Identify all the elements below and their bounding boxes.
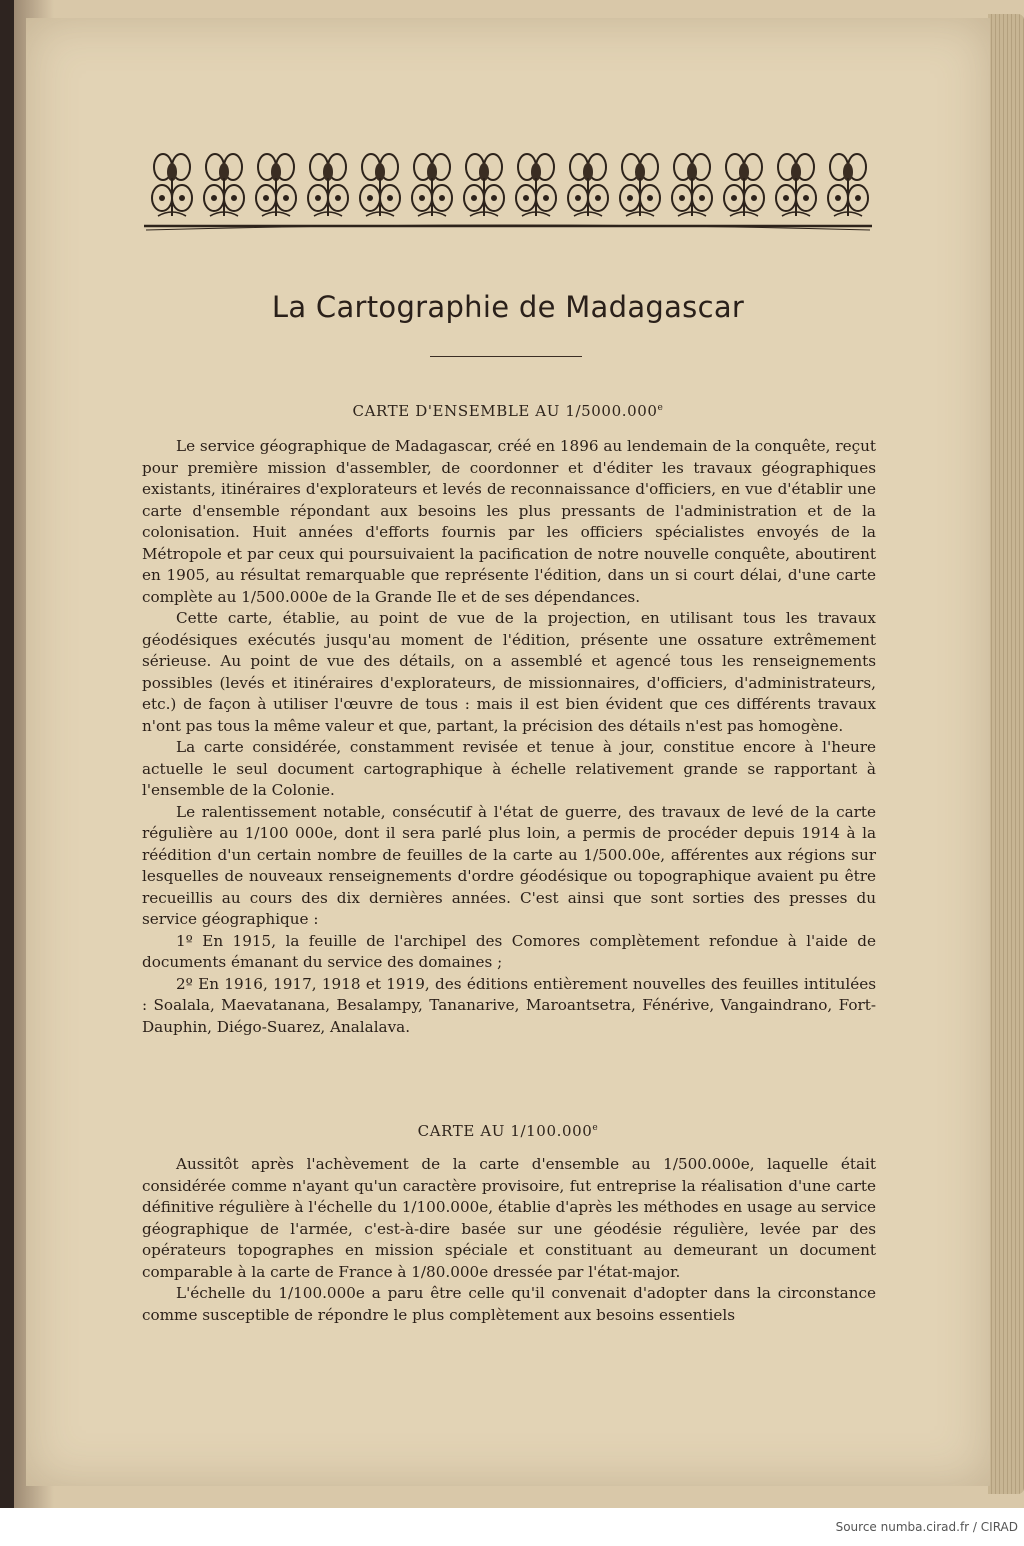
source-credit: Source numba.cirad.fr / CIRAD xyxy=(835,1520,1018,1534)
title-divider xyxy=(430,356,582,357)
paragraph: Aussitôt après l'achèvement de la carte d'ensemble au 1/500.000e, laquelle était considérée comme n'ayant qu'un caractère provisoire, fut entreprise la réalisation d'une carte définitive régulière à l'échelle du 1/100.000e, établie d'après les méthodes en usage au service géographique de l'armée, c'est-à-dire basée sur une géodésie régulière, levée par des opérateurs topographes en mission spéciale et constituant au demeurant un document comparable à la carte de France à 1/80.000e dressée par l'état-major. xyxy=(142,1155,876,1281)
floral-ornament-icon xyxy=(144,150,872,236)
section-body xyxy=(142,1154,876,1326)
page-edges xyxy=(988,14,1024,1494)
paragraph: L'échelle du 1/100.000e a paru être celle qu'il convenait d'adopter dans la circonstance comme susceptible de répondre le plus complètement aux besoins essentiels xyxy=(142,1284,876,1324)
book-page xyxy=(26,18,990,1486)
paragraph: 2º En 1916, 1917, 1918 et 1919, des éditions entièrement nouvelles des feuilles intitulées : Soalala, Maevatanana, Besalampy, Tananarive, Maroantsetra, Fénérive, Vangaindrano, Fort-Dauphin, Diégo-Suarez, Analalava. xyxy=(142,974,876,1036)
section-heading: CARTE D'ENSEMBLE AU 1/5000.000e xyxy=(352,402,664,420)
section-heading: CARTE AU 1/100.000e xyxy=(417,1122,599,1140)
paragraph: 1º En 1915, la feuille de l'archipel des Comores complètement refondue à l'aide de documents émanant du service des domaines ; xyxy=(142,931,876,971)
section-body xyxy=(142,436,876,1038)
page-title: La Cartographie de Madagascar xyxy=(271,290,745,324)
paragraph: Le ralentissement notable, consécutif à l'état de guerre, des travaux de levé de la carte régulière au 1/100 000e, dont il sera parlé plus loin, a permis de procéder depuis 1914 à la réédition d'un certain nombre de feuilles de la carte au 1/500.00e, afférentes aux régions sur lesquelles de nouveaux renseignements d'ordre géodésique ou topographique avaient pu être recueillis au cours des dix dernières années. C'est ainsi que sont sorties des presses du service géographique : xyxy=(142,802,876,928)
paragraph: La carte considérée, constamment revisée et tenue à jour, constitue encore à l'heure actuelle le seul document cartographique à échelle relativement grande se rapportant à l'ensemble de la Colonie. xyxy=(142,738,876,799)
paragraph: Cette carte, établie, au point de vue de la projection, en utilisant tous les travaux géodésiques exécutés jusqu'au moment de l'édition, présente une ossature extrêmement sérieuse. Au point de vue des détails, on a assemblé et agencé tous les renseignements possibles (levés et itinéraires d'explorateurs, de missionnaires, d'officiers, d'administrateurs, etc.) de façon à utiliser l'œuvre de tous : mais il est bien évident que ces différents travaux n'ont pas tous la même valeur et que, partant, la précision des détails n'est pas homogène. xyxy=(142,609,876,735)
paragraph: Le service géographique de Madagascar, créé en 1896 au lendemain de la conquête, reçut pour première mission d'assembler, de coordonner et d'éditer les travaux géographiques existants, itinéraires d'explorateurs et levés de reconnaissance d'officiers, en vue d'établir une carte d'ensemble répondant aux besoins les plus pressants de l'administration et de la colonisation. Huit années d'efforts fournis par les officiers spécialistes envoyés de la Métropole et par ceux qui poursuivaient la pacification de notre nouvelle conquête, aboutirent en 1905, au résultat remarquable que représente l'édition, dans un si court délai, d'une carte complète au 1/500.000e de la Grande Ile et de ses dépendances. xyxy=(142,437,876,606)
